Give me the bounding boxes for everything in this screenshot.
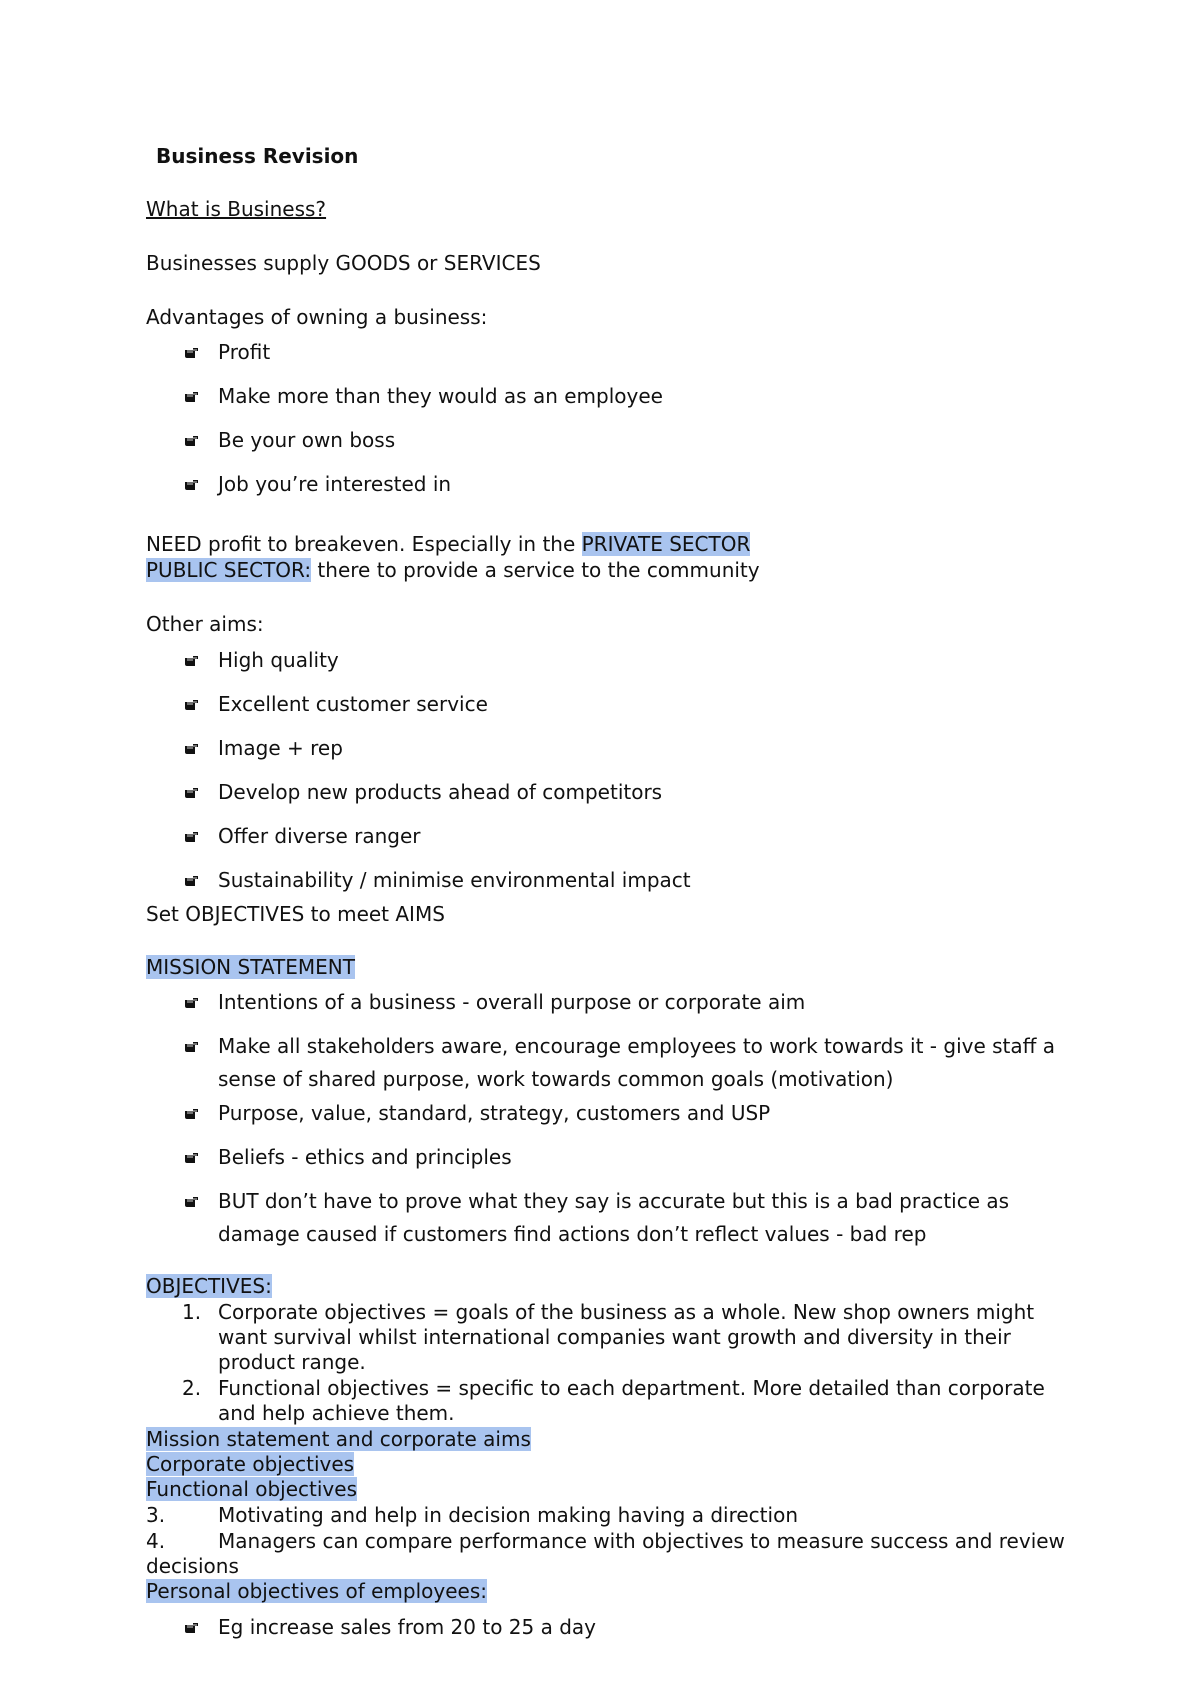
item-text: Functional objectives = specific to each department. More detailed than corporate <box>218 1376 1045 1400</box>
pointing-hand-icon <box>184 388 200 404</box>
list-item-text-continued: sense of shared purpose, work towards common goals (motivation) <box>218 1067 894 1091</box>
pointing-hand-icon <box>184 1105 200 1121</box>
public-sector-text: there to provide a service to the community <box>311 558 760 582</box>
hierarchy-line <box>146 1477 357 1502</box>
item-number: 2. <box>182 1376 202 1400</box>
pointing-hand-icon <box>184 1619 200 1635</box>
item-number: 1. <box>182 1300 202 1324</box>
pointing-hand-icon <box>184 1038 200 1054</box>
item-text-continued: decisions <box>146 1554 239 1578</box>
list-item-text: Image + rep <box>218 736 343 760</box>
objectives-heading <box>146 1274 272 1299</box>
list-item-text: Job you’re interested in <box>218 472 452 496</box>
item-text: Managers can compare performance with objectives to measure success and review <box>218 1529 1065 1553</box>
supply-line: Businesses supply GOODS or SERVICES <box>146 251 541 275</box>
list-item-text: Develop new products ahead of competitors <box>218 780 663 804</box>
page-title: Business Revision <box>156 144 359 168</box>
pointing-hand-icon <box>184 652 200 668</box>
item-text: Corporate objectives = goals of the business as a whole. New shop owners might <box>218 1300 1035 1324</box>
list-item-text: BUT don’t have to prove what they say is accurate but this is a bad practice as <box>218 1189 1010 1213</box>
item-text: Motivating and help in decision making having a direction <box>218 1503 798 1527</box>
mission-statement-heading <box>146 955 355 980</box>
list-item-text-continued: damage caused if customers find actions don’t reflect values - bad rep <box>218 1222 927 1246</box>
personal-objectives-highlight: Personal objectives of employees: <box>146 1579 487 1603</box>
list-item-text: Beliefs - ethics and principles <box>218 1145 512 1169</box>
list-item-text: Be your own boss <box>218 428 396 452</box>
personal-objectives-heading <box>146 1579 487 1604</box>
list-item-text: High quality <box>218 648 339 672</box>
item-number: 3. <box>146 1503 166 1527</box>
item-number: 4. <box>146 1529 166 1553</box>
pointing-hand-icon <box>184 784 200 800</box>
section-heading-what-is-business: What is Business? <box>146 197 327 221</box>
pointing-hand-icon <box>184 872 200 888</box>
advantages-heading: Advantages of owning a business: <box>146 305 488 329</box>
need-profit-text: NEED profit to breakeven. Especially in the <box>146 532 582 556</box>
set-objectives-line: Set OBJECTIVES to meet AIMS <box>146 902 445 926</box>
item-text: and help achieve them. <box>218 1401 455 1425</box>
other-aims-heading: Other aims: <box>146 612 264 636</box>
pointing-hand-icon <box>184 344 200 360</box>
item-text: want survival whilst international companies want growth and diversity in their <box>218 1325 1011 1349</box>
hierarchy-line <box>146 1452 354 1477</box>
list-item-text: Make all stakeholders aware, encourage employees to work towards it - give staff a <box>218 1034 1056 1058</box>
list-item-text: Intentions of a business - overall purpose or corporate aim <box>218 990 806 1014</box>
pointing-hand-icon <box>184 1149 200 1165</box>
pointing-hand-icon <box>184 1193 200 1209</box>
hierarchy-highlight: Functional objectives <box>146 1477 357 1501</box>
private-sector-highlight: PRIVATE SECTOR <box>581 532 751 556</box>
pointing-hand-icon <box>184 828 200 844</box>
hierarchy-highlight: Corporate objectives <box>146 1452 355 1476</box>
public-sector-highlight: PUBLIC SECTOR: <box>146 558 312 582</box>
hierarchy-line <box>146 1427 531 1452</box>
list-item-text: Excellent customer service <box>218 692 488 716</box>
list-item-text: Purpose, value, standard, strategy, customers and USP <box>218 1101 771 1125</box>
list-item-text: Sustainability / minimise environmental impact <box>218 868 691 892</box>
pointing-hand-icon <box>184 994 200 1010</box>
list-item-text: Make more than they would as an employee <box>218 384 663 408</box>
pointing-hand-icon <box>184 740 200 756</box>
item-text: product range. <box>218 1350 366 1374</box>
pointing-hand-icon <box>184 432 200 448</box>
pointing-hand-icon <box>184 696 200 712</box>
list-item-text: Profit <box>218 340 271 364</box>
hierarchy-highlight: Mission statement and corporate aims <box>146 1427 531 1451</box>
mission-statement-highlight: MISSION STATEMENT <box>146 955 355 979</box>
list-item-text: Offer diverse ranger <box>218 824 421 848</box>
pointing-hand-icon <box>184 476 200 492</box>
objectives-highlight: OBJECTIVES: <box>146 1274 272 1298</box>
public-sector-line <box>146 558 760 583</box>
list-item-text: Eg increase sales from 20 to 25 a day <box>218 1615 597 1639</box>
need-profit-line <box>146 532 750 557</box>
